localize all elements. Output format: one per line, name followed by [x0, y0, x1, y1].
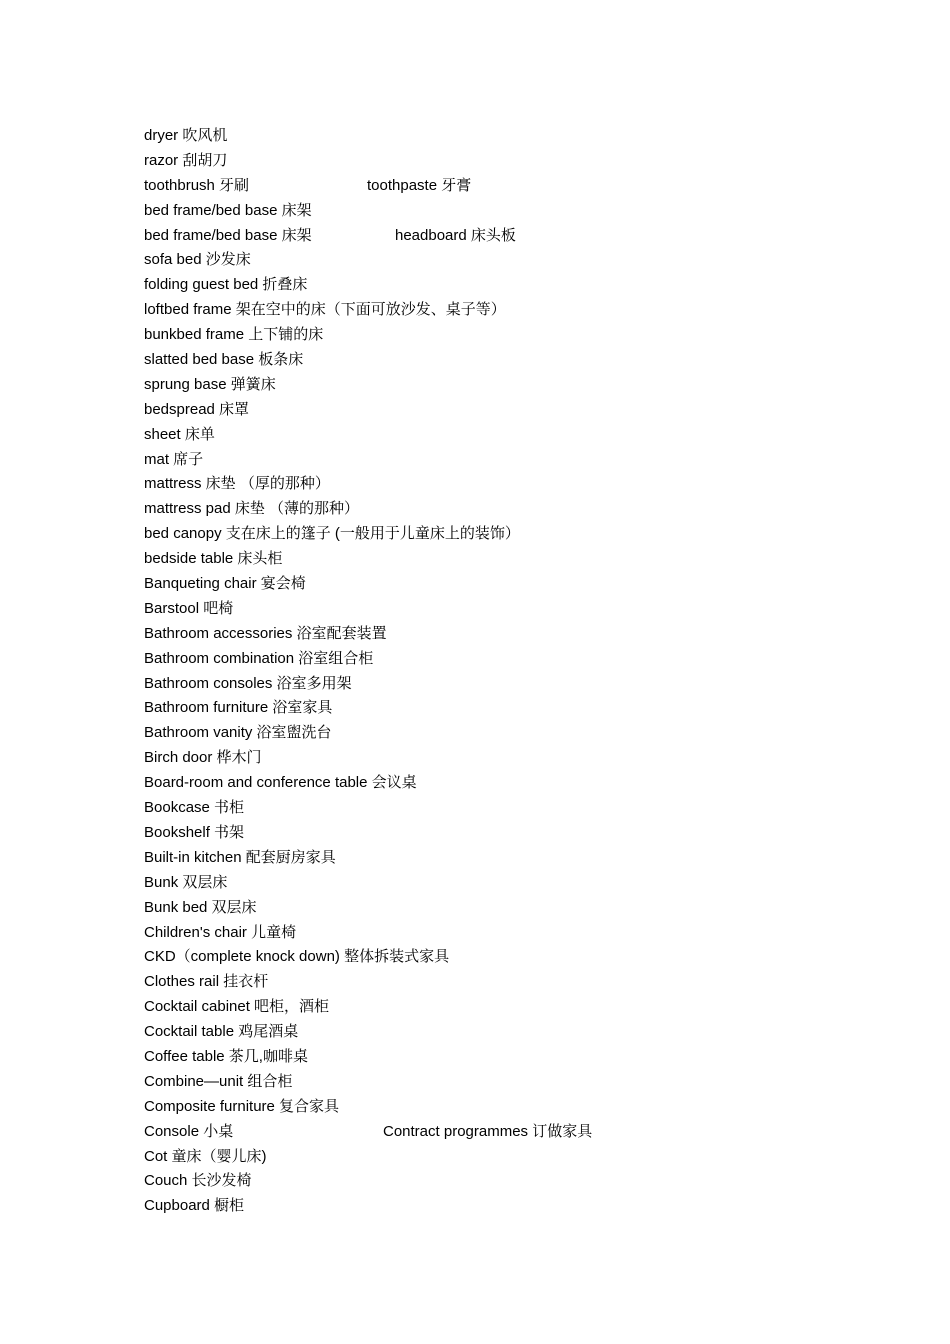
vocab-entry: Bookcase 书柜 [144, 799, 245, 817]
vocab-entry: Combine—unit 组合柜 [144, 1072, 293, 1090]
vocab-entry: Composite furniture 复合家具 [144, 1097, 340, 1115]
vocab-entry: Bathroom vanity 浴室盥洗台 [144, 724, 332, 742]
vocab-line [144, 970, 904, 995]
vocab-line [144, 1120, 904, 1145]
vocab-entry: Bunk 双层床 [144, 873, 228, 891]
vocab-entry: Cocktail cabinet 吧柜，酒柜 [144, 998, 330, 1016]
vocab-entry: mattress pad 床垫 （薄的那种） [144, 500, 360, 518]
vocab-entry-second: toothpaste 牙膏 [367, 176, 472, 194]
vocab-line [144, 323, 904, 348]
vocab-entry: Console 小桌 [144, 1122, 234, 1140]
vocab-line [144, 921, 904, 946]
vocab-entry: sprung base 弹簧床 [144, 375, 276, 393]
vocab-line [144, 647, 904, 672]
vocab-entry: Cocktail table 鸡尾酒桌 [144, 1023, 299, 1041]
vocab-entry: Bathroom combination 浴室组合柜 [144, 649, 374, 667]
vocab-line [144, 572, 904, 597]
vocab-entry: sheet 床单 [144, 425, 215, 443]
vocab-line [144, 373, 904, 398]
vocab-entry: bedspread 床罩 [144, 400, 250, 418]
vocab-entry: CKD（complete knock down) 整体拆装式家具 [144, 948, 450, 966]
vocab-line [144, 796, 904, 821]
vocab-line [144, 448, 904, 473]
vocab-line [144, 672, 904, 697]
vocab-entry: Bathroom furniture 浴室家具 [144, 699, 333, 717]
vocab-entry: Bookshelf 书架 [144, 823, 245, 841]
vocab-line [144, 547, 904, 572]
vocab-entry: Bathroom accessories 浴室配套装置 [144, 624, 387, 642]
vocab-entry: bed frame/bed base 床架 [144, 226, 312, 244]
vocab-entry: loftbed frame 架在空中的床（下面可放沙发、桌子等） [144, 301, 506, 319]
vocab-entry: bed canopy 支在床上的篷子 (一般用于儿童床上的装饰） [144, 525, 520, 543]
vocab-entry: Cot 童床（婴儿床) [144, 1147, 267, 1165]
vocab-entry: Bunk bed 双层床 [144, 898, 257, 916]
vocab-line [144, 746, 904, 771]
vocab-line [144, 273, 904, 298]
vocab-line [144, 945, 904, 970]
vocab-entry: Barstool 吧椅 [144, 599, 234, 617]
vocab-entry: mattress 床垫 （厚的那种） [144, 475, 330, 493]
vocab-line [144, 1194, 904, 1219]
vocab-line [144, 423, 904, 448]
vocab-line [144, 522, 904, 547]
vocab-line [144, 771, 904, 796]
vocab-line [144, 1169, 904, 1194]
vocab-line [144, 174, 904, 199]
vocab-entry: Children's chair 儿童椅 [144, 923, 297, 941]
vocab-entry: sofa bed 沙发床 [144, 251, 251, 269]
vocab-line [144, 124, 904, 149]
vocab-entry: slatted bed base 板条床 [144, 351, 304, 369]
vocab-entry: Birch door 桦木门 [144, 749, 262, 767]
vocab-line [144, 1070, 904, 1095]
vocab-line [144, 846, 904, 871]
vocab-line [144, 348, 904, 373]
vocab-line [144, 622, 904, 647]
vocab-line [144, 472, 904, 497]
vocab-line [144, 224, 904, 249]
vocab-line [144, 248, 904, 273]
vocab-line [144, 721, 904, 746]
vocab-entry-second: Contract programmes 订做家具 [383, 1122, 593, 1140]
vocab-entry: Banqueting chair 宴会椅 [144, 575, 306, 593]
vocab-entry: bedside table 床头柜 [144, 550, 283, 568]
vocab-line [144, 1020, 904, 1045]
vocab-entry: razor 刮胡刀 [144, 151, 228, 169]
document-body [144, 124, 904, 1219]
vocab-line [144, 1045, 904, 1070]
vocab-entry: Bathroom consoles 浴室多用架 [144, 674, 352, 692]
vocab-line [144, 1145, 904, 1170]
vocab-entry: Built-in kitchen 配套厨房家具 [144, 848, 336, 866]
vocab-entry: mat 席子 [144, 450, 204, 468]
vocab-entry: Cupboard 橱柜 [144, 1197, 245, 1215]
vocab-line [144, 995, 904, 1020]
vocab-line [144, 298, 904, 323]
vocab-line [144, 149, 904, 174]
vocab-entry: folding guest bed 折叠床 [144, 276, 308, 294]
vocab-entry: dryer 吹风机 [144, 127, 228, 144]
vocab-line [144, 871, 904, 896]
vocab-entry: Couch 长沙发椅 [144, 1172, 252, 1190]
vocab-entry-second: headboard 床头板 [395, 226, 516, 244]
vocab-line [144, 199, 904, 224]
vocab-line [144, 696, 904, 721]
vocab-line [144, 597, 904, 622]
vocab-entry: Board-room and conference table 会议桌 [144, 774, 417, 792]
vocab-line [144, 398, 904, 423]
vocab-entry: Coffee table 茶几,咖啡桌 [144, 1047, 308, 1065]
vocab-line [144, 896, 904, 921]
vocab-entry: toothbrush 牙刷 [144, 176, 250, 194]
vocab-entry: bunkbed frame 上下铺的床 [144, 326, 324, 344]
vocab-line [144, 821, 904, 846]
vocab-line [144, 497, 904, 522]
vocab-line [144, 1095, 904, 1120]
vocab-entry: Clothes rail 挂衣杆 [144, 973, 269, 991]
vocab-entry: bed frame/bed base 床架 [144, 201, 312, 219]
